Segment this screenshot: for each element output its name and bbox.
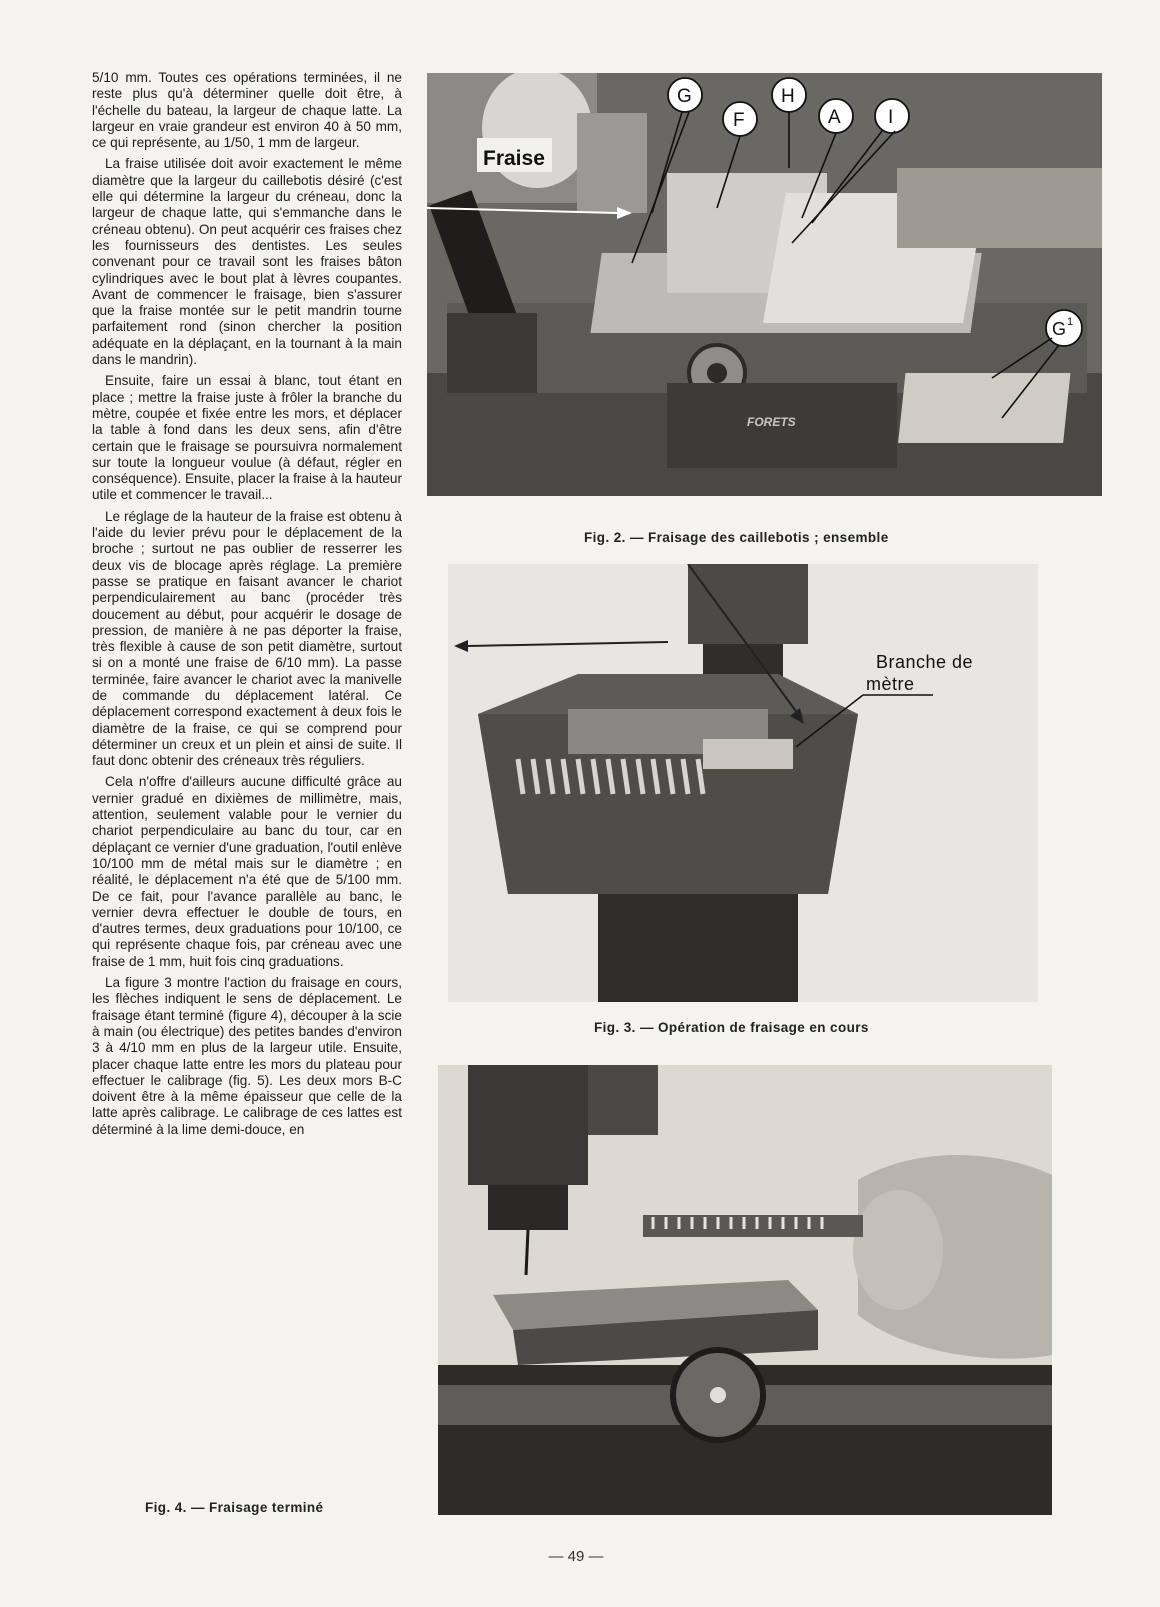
fraise-label: Fraise — [483, 147, 545, 170]
figure-2-caption: Fig. 2. — Fraisage des caillebotis ; ensemble — [584, 530, 889, 545]
paragraph: Cela n'offre d'ailleurs aucune difficulté grâce au vernier gradué en dixièmes de millimètre, mais, attention, seulement valable pour le vernier du chariot perpendiculaire au banc du tour, car en déplaçant ce vernier d'une graduation, l'outil enlève 10/100 mm de métal mais sur le diamètre ; en réalité, le déplacement n'a été que de 5/100 mm. De ce fait, pour l'avance parallèle au banc, le vernier devra effectuer le double de tours, en d'autres termes, deux graduations pour 10/100, ce qui représente chaque fois, par créneau avec une fraise de 1 mm, huit fois cinq graduations. — [92, 774, 402, 969]
figure-4-photo — [438, 1065, 1052, 1515]
paragraph: La fraise utilisée doit avoir exactement le même diamètre que la largeur du caillebotis désiré (c'est elle qui détermine la largeur du créneau, donc la largeur de chaque latte, qui s'emmanche dans le créneau obtenu). On peut acquérir ces fraises chez les fournisseurs des dentistes. Les seules convenant pour ce travail sont les fraises bâton cylindriques avec le bout plat à lèvres coupantes. Avant de commencer le fraisage, bien s'assurer que la fraise montée sur le petit mandrin tourne parfaitement rond (sinon chercher la position adéquate en la déplaçant, en la tournant à la main dans le mandrin). — [92, 156, 402, 368]
figure-3-photo — [448, 564, 1038, 1002]
callout-h: H — [781, 86, 795, 107]
callout-a: A — [828, 107, 841, 128]
paragraph: 5/10 mm. Toutes ces opérations terminées, il ne reste plus qu'à déterminer quelle doit être, à l'échelle du bateau, la largeur de chaque latte. La largeur en vraie grandeur est environ 40 à 50 mm, ce qui représente, au 1/50, 1 mm de largeur. — [92, 70, 402, 151]
branche-label-line2: mètre — [866, 674, 915, 694]
figure-3-caption: Fig. 3. — Opération de fraisage en cours — [594, 1020, 869, 1035]
paragraph: La figure 3 montre l'action du fraisage en cours, les flèches indiquent le sens de déplacement. Le fraisage étant terminé (figure 4), découper à la scie à main (ou électrique) des petites bandes d'environ 3 à 4/10 mm en plus de la largeur utile. Ensuite, placer chaque latte entre les mors du plateau pour effectuer le calibrage (fig. 5). Les deux mors B-C doivent être à la même épaisseur que celle de la latte après calibrage. Le calibrage de ces lattes est déterminé à la lime demi-douce, en — [92, 975, 402, 1137]
forets-stamp: FORETS — [747, 415, 796, 429]
callout-g1: G — [1052, 319, 1067, 339]
paragraph: Ensuite, faire un essai à blanc, tout étant en place ; mettre la fraise juste à frôler la branche du mètre, coupée et fixée entre les mors, et déplacer la table à fond dans les deux sens, afin d'être certain que le fraisage se poursuivra normalement sur toute la longueur voulue (à défaut, régler en conséquence). Ensuite, placer la fraise à la hauteur utile et commencer le travail... — [92, 373, 402, 503]
figure-4-caption: Fig. 4. — Fraisage terminé — [145, 1500, 324, 1515]
figure-2-photo — [427, 73, 1102, 496]
article-text-column — [92, 70, 402, 1480]
page-number: — 49 — — [548, 1548, 604, 1565]
paragraph: Le réglage de la hauteur de la fraise est obtenu à l'aide du levier prévu pour le déplacement de la broche ; surtout ne pas oublier de resserrer les deux vis de blocage après réglage. La première passe se pratique en faisant avancer le chariot perpendiculairement au banc (procéder très doucement au début, pour acquérir le dosage de pression, de manière à ne pas déporter la fraise, très flexible à cause de son petit diamètre, surtout si on a monté une fraise de 6/10 mm). La passe terminée, faire avancer le chariot avec la manivelle de commande du déplacement latéral. Ce déplacement correspond exactement à deux fois le diamètre de la fraise, ce qui se comprend pour déterminer un creux et un plein et ainsi de suite. Il faut donc obtenir des créneaux très réguliers. — [92, 508, 402, 769]
branche-label-line1: Branche de — [876, 652, 974, 672]
callout-f: F — [733, 110, 745, 131]
callout-i: I — [888, 107, 894, 128]
callout-g1-superscript: 1 — [1067, 316, 1074, 328]
callout-g: G — [677, 86, 692, 107]
